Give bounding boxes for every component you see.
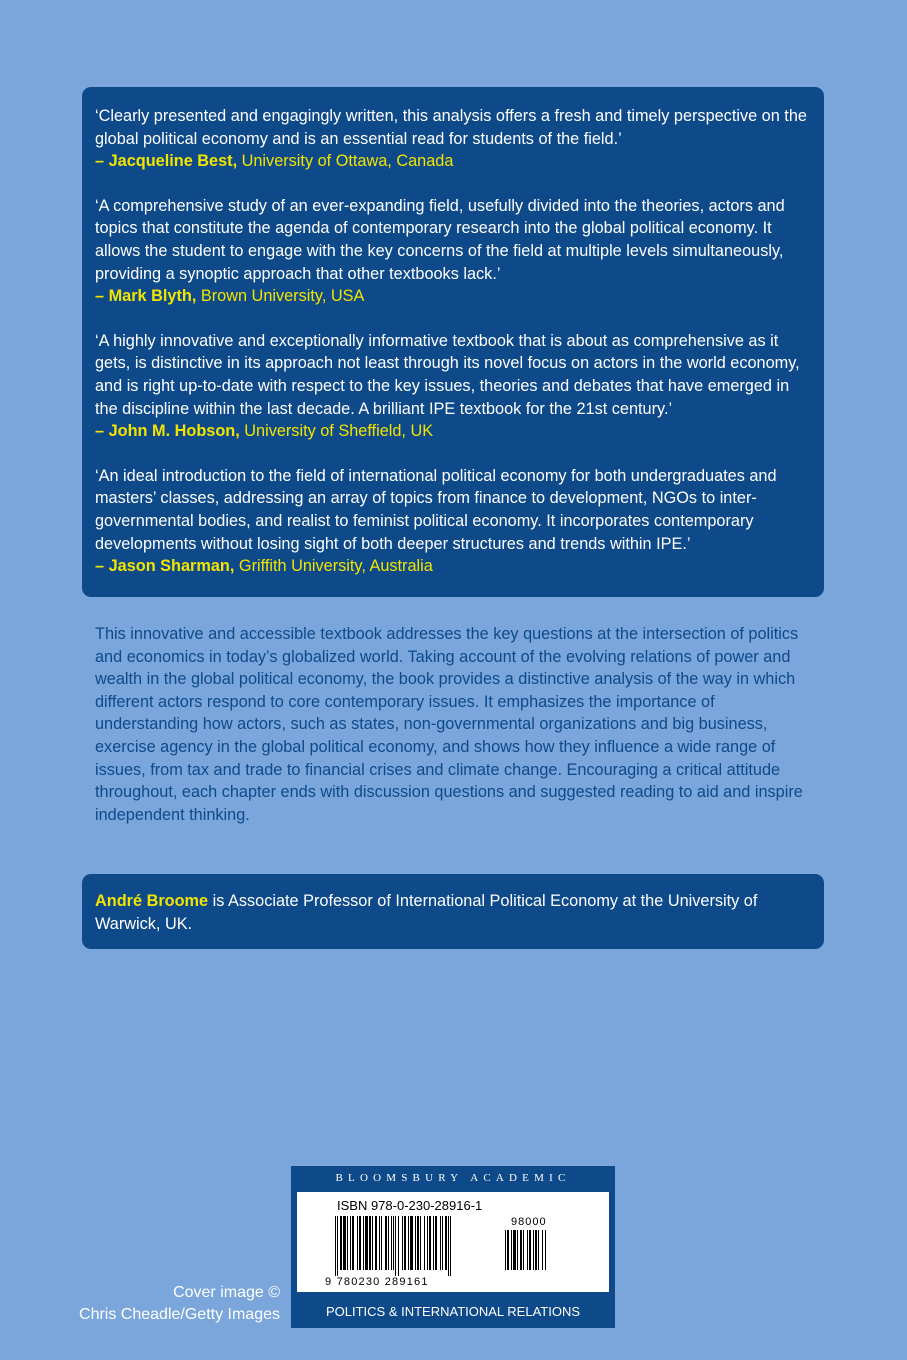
review-4-attribution: [95, 555, 810, 578]
barcode-digits: 9 780230 289161: [325, 1276, 429, 1288]
review-3-attribution: [95, 420, 810, 443]
credit-line-2: Chris Cheadle/Getty Images: [79, 1306, 280, 1323]
credit-line-1: Cover image ©: [173, 1284, 280, 1301]
review-3: [95, 330, 810, 443]
review-4-quote: ‘An ideal introduction to the field of international political economy for both undergraduates and masters’ classes, addressing an array of topics from finance to development, NGOs to inter-governmental bodies, and realist to feminist political economy. It incorporates contemporary developments without losing sight of both deeper structures and trends within IPE.’: [95, 466, 777, 553]
review-2-name: Mark Blyth,: [108, 287, 197, 306]
isbn-text: ISBN 978-0-230-28916-1: [337, 1198, 483, 1213]
review-4-dash: –: [95, 557, 109, 576]
review-1-attribution: [95, 150, 810, 173]
review-1-quote: ‘Clearly presented and engagingly written, this analysis offers a fresh and timely perspective on the global political economy and is an essential read for students of the field.’: [95, 107, 807, 148]
author-bio: [95, 890, 810, 935]
reviews-panel: [82, 87, 824, 597]
publisher-name: BLOOMSBURY ACADEMIC: [335, 1172, 571, 1184]
review-3-affiliation: University of Sheffield, UK: [239, 422, 434, 441]
review-3-name: John M. Hobson,: [108, 422, 240, 441]
review-2-affiliation: Brown University, USA: [196, 287, 365, 306]
review-4: [95, 465, 810, 578]
review-1-name: Jacqueline Best,: [108, 152, 238, 171]
subject-category: POLITICS & INTERNATIONAL RELATIONS: [325, 1304, 581, 1319]
author-bio-text: is Associate Professor of International Political Economy at the University of Warwick, UK.: [95, 892, 758, 933]
author-name: André Broome: [95, 892, 209, 910]
review-2-dash: –: [95, 287, 109, 306]
review-2-quote: ‘A comprehensive study of an ever-expanding field, usefully divided into the theories, actors and topics that constitute the agenda of contemporary research into the global political economy. It allows the student to engage with the key concerns of the field at multiple levels simultaneously, providing a synoptic approach that other textbooks lack.’: [95, 196, 785, 283]
review-1-dash: –: [95, 152, 109, 171]
review-2-attribution: [95, 285, 810, 308]
barcode-box: [297, 1192, 609, 1292]
barcode-ean-icon: [335, 1216, 497, 1278]
review-4-name: Jason Sharman,: [108, 557, 235, 576]
barcode-block: [291, 1166, 615, 1328]
author-panel: [82, 874, 824, 949]
review-3-dash: –: [95, 422, 109, 441]
barcode-addon-icon: [505, 1230, 565, 1278]
review-1: [95, 105, 810, 173]
price-code: 98000: [511, 1216, 547, 1228]
review-1-affiliation: University of Ottawa, Canada: [237, 152, 454, 171]
cover-credit: [60, 1282, 280, 1326]
review-4-affiliation: Griffith University, Australia: [234, 557, 433, 576]
book-description: This innovative and accessible textbook addresses the key questions at the intersection of politics and economics in today’s globalized world. Taking account of the evolving relations of power and wealth in the global political economy, the book provides a distinctive analysis of the way in which different actors respond to core contemporary issues. It emphasizes the importance of understanding how actors, such as states, non-governmental organizations and big business, exercise agency in the global political economy, and shows how they influence a wide range of issues, from tax and trade to financial crises and climate change. Encouraging a critical attitude throughout, each chapter ends with discussion questions and suggested reading to aid and inspire independent thinking.: [95, 625, 803, 824]
review-3-quote: ‘A highly innovative and exceptionally informative textbook that is about as comprehensive as it gets, is distinctive in its approach not least through its novel focus on actors in the world economy, and is right up-to-date with respect to the key issues, theories and debates that have emerged in the discipline within the last decade. A brilliant IPE textbook for the 21st century.’: [95, 331, 800, 418]
review-2: [95, 195, 810, 308]
